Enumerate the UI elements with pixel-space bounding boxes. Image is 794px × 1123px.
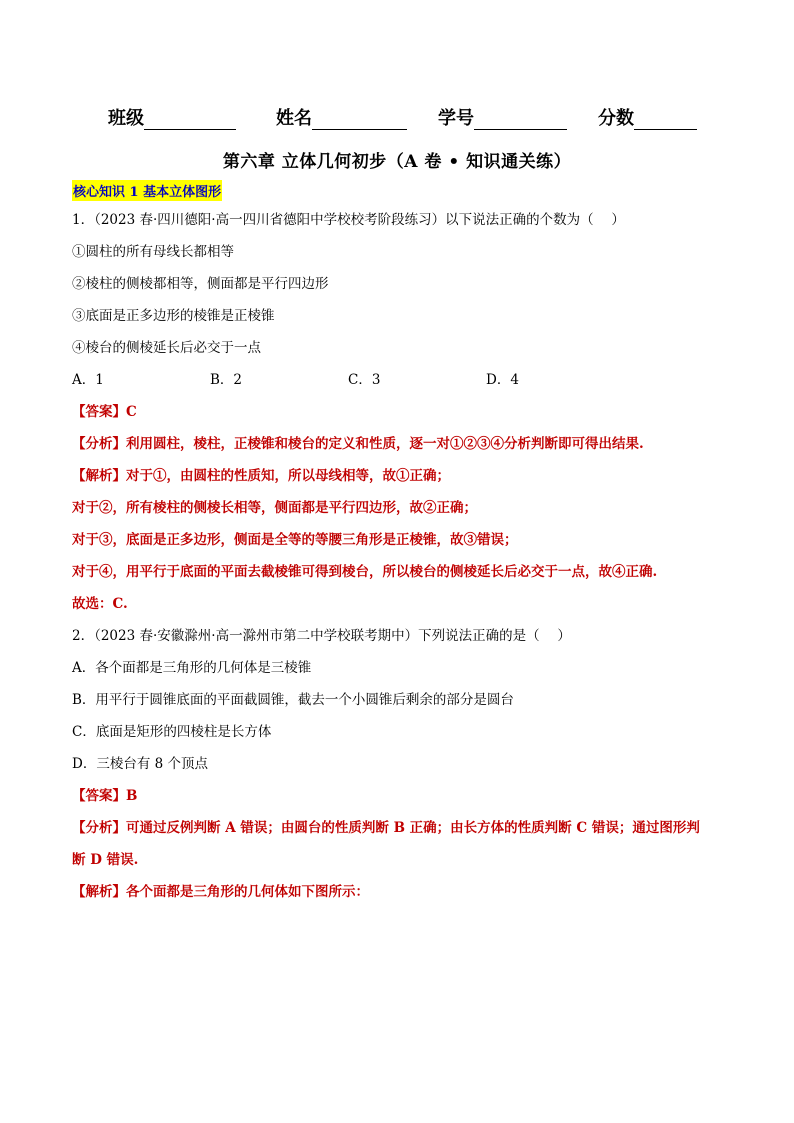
- q2-answer: 【答案】B: [72, 788, 138, 804]
- q2-option-d: D．三棱台有 8 个顶点: [72, 756, 208, 772]
- q1-option-d: D．4: [486, 372, 519, 388]
- page-title: 第六章 立体几何初步（A 卷 • 知识通关练）: [222, 152, 572, 172]
- score-blank[interactable]: [634, 109, 697, 130]
- id-blank[interactable]: [474, 109, 567, 130]
- name-label: 姓名: [276, 108, 312, 129]
- q2-analysis-line-2: 断 D 错误.: [72, 852, 139, 868]
- q1-item-4: ④棱台的侧棱延长后必交于一点: [72, 340, 261, 356]
- q2-option-a: A．各个面都是三角形的几何体是三棱锥: [72, 660, 312, 676]
- q1-option-c: C．3: [348, 372, 381, 388]
- q1-options: [72, 368, 572, 386]
- q1-item-1: ①圆柱的所有母线长都相等: [72, 244, 234, 260]
- q1-analysis: 【分析】利用圆柱，棱柱，正棱锥和棱台的定义和性质，逐一对①②③④分析判断即可得出结果.: [72, 436, 644, 452]
- class-label: 班级: [108, 108, 144, 129]
- id-label: 学号: [438, 108, 474, 129]
- score-label: 分数: [598, 108, 634, 129]
- score-field: [598, 104, 697, 130]
- section-tag: 核心知识 1 基本立体图形: [72, 180, 222, 201]
- q1-solution-2: 对于②，所有棱柱的侧棱长相等，侧面都是平行四边形，故②正确；: [72, 500, 477, 516]
- class-field: [108, 104, 236, 130]
- q1-item-2: ②棱柱的侧棱都相等，侧面都是平行四边形: [72, 276, 329, 292]
- q2-option-c: C．底面是矩形的四棱柱是长方体: [72, 724, 272, 740]
- q1-solution-4: 对于④，用平行于底面的平面去截棱锥可得到棱台，所以棱台的侧棱延长后必交于一点，故④正确.: [72, 564, 658, 580]
- q1-solution-1: 【解析】对于①，由圆柱的性质知，所以母线相等，故①正确；: [72, 468, 450, 484]
- q1-option-b: B．2: [210, 372, 243, 388]
- class-blank[interactable]: [144, 109, 236, 130]
- q1-solution-5: 故选：C.: [72, 596, 128, 612]
- q2-analysis-line-1: 【分析】可通过反例判断 A 错误；由圆台的性质判断 B 正确；由长方体的性质判断 C 错误；通过图形判: [72, 820, 700, 836]
- q2-solution: 【解析】各个面都是三角形的几何体如下图所示：: [72, 884, 369, 900]
- name-field: [276, 104, 407, 130]
- q1-stem: 1．（2023 春·四川德阳·高一四川省德阳中学校校考阶段练习）以下说法正确的个数为（ ）: [72, 212, 625, 228]
- q1-answer: 【答案】C: [72, 404, 137, 420]
- q1-option-a: A．1: [72, 372, 104, 388]
- q2-stem: 2．（2023 春·安徽滁州·高一滁州市第二中学校联考期中）下列说法正确的是（ ）: [72, 628, 571, 644]
- q2-option-b: B．用平行于圆锥底面的平面截圆锥，截去一个小圆锥后剩余的部分是圆台: [72, 692, 514, 708]
- name-blank[interactable]: [312, 109, 407, 130]
- q1-item-3: ③底面是正多边形的棱锥是正棱锥: [72, 308, 275, 324]
- id-field: [438, 104, 567, 130]
- q1-solution-3: 对于③，底面是正多边形，侧面是全等的等腰三角形是正棱锥，故③错误；: [72, 532, 518, 548]
